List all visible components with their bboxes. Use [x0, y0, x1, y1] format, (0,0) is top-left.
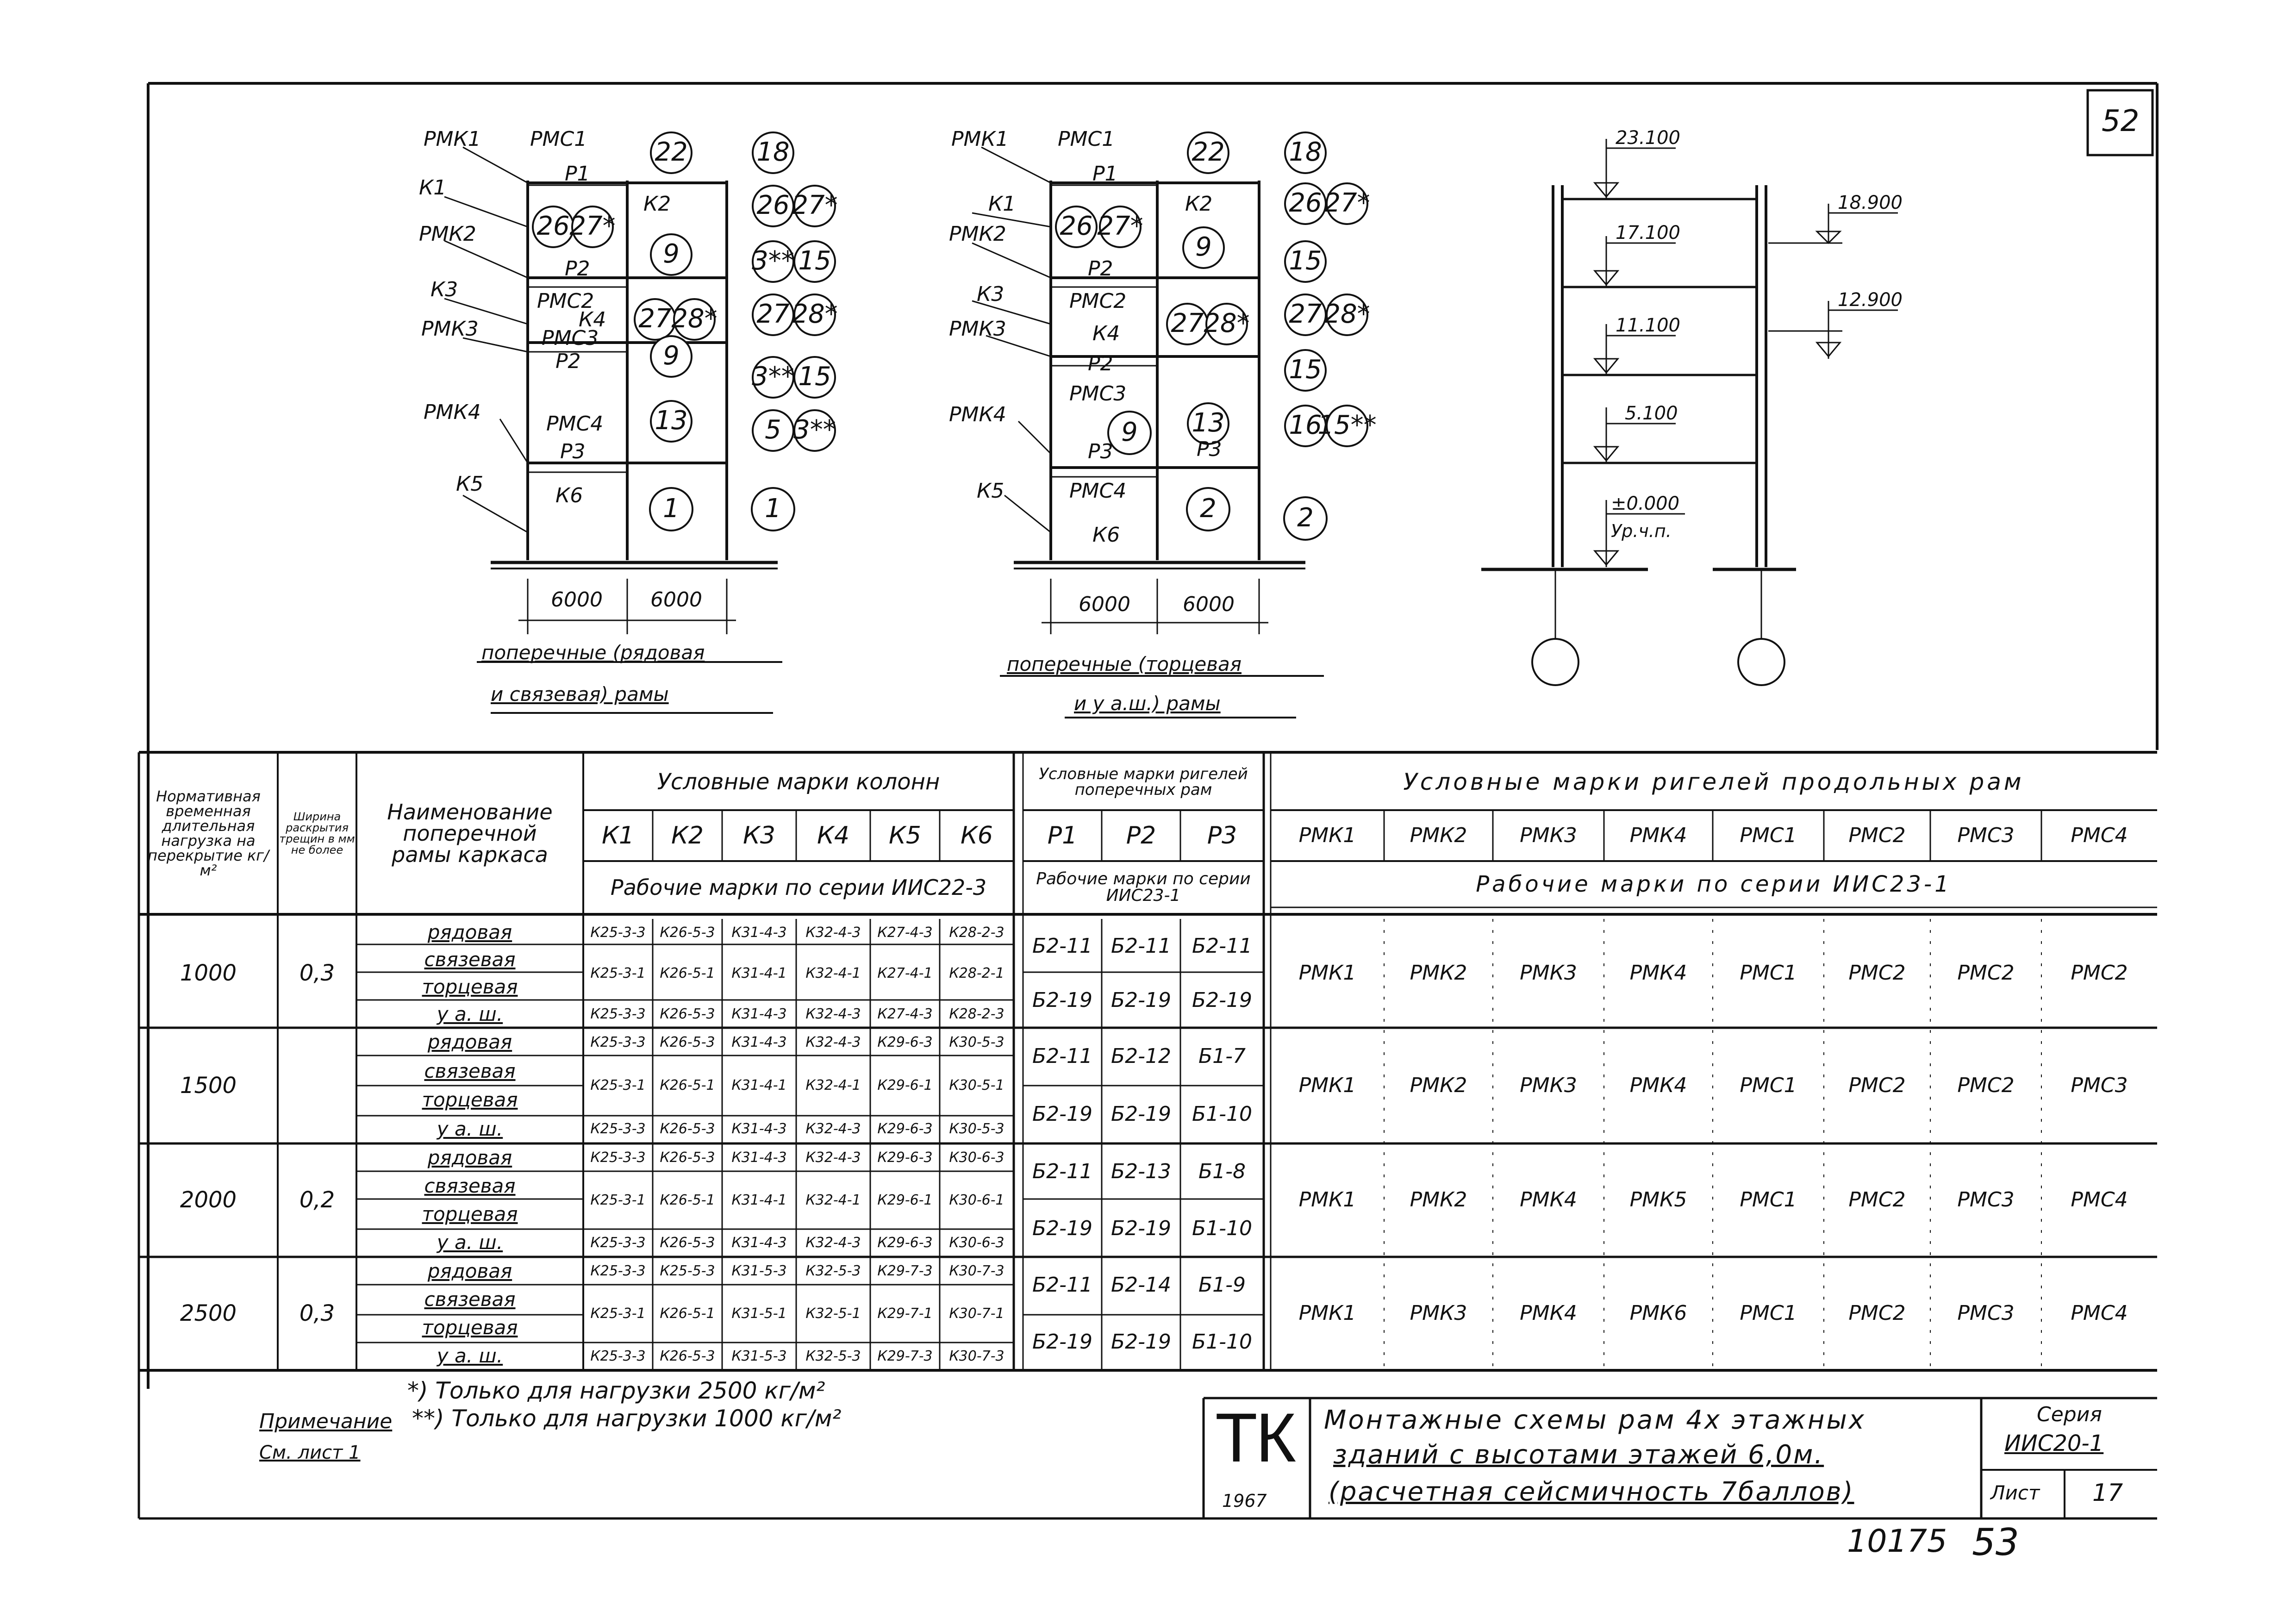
long-mark-rms2: РМС2 — [1848, 823, 1906, 847]
level-5100: 5.100 — [1625, 403, 1678, 424]
header-load: Нормативная временная длительная нагрузка на перекрытие кг/м² — [148, 787, 269, 879]
svg-text:К4: К4 — [579, 308, 606, 331]
column-mark-cell: К25-3-1 — [590, 1305, 646, 1322]
svg-text:15: 15 — [798, 362, 831, 392]
long-mark-rms1: РМС1 — [1740, 823, 1797, 847]
load-value: 1500 — [180, 1072, 237, 1099]
svg-text:27*: 27* — [1324, 188, 1370, 219]
frame-name: связевая — [424, 1287, 516, 1311]
rig-mark-cell: Б2-13 — [1111, 1160, 1172, 1184]
long-rig-cell: РМС3 — [2071, 1073, 2128, 1097]
long-rig-cell: РМК1 — [1298, 1188, 1356, 1212]
long-rig-cell: РМС2 — [1957, 961, 2015, 985]
svg-text:Р3: Р3 — [560, 440, 586, 463]
column-mark-cell: К32-5-3 — [805, 1348, 861, 1364]
column-mark-cell: К29-6-1 — [877, 1077, 933, 1094]
long-rig-cell: РМС2 — [1848, 961, 1906, 985]
column-mark-cell: К31-4-3 — [731, 1149, 787, 1166]
svg-text:РМС1: РМС1 — [530, 127, 587, 151]
long-rig-cell: РМС1 — [1740, 1301, 1797, 1325]
svg-text:3**: 3** — [752, 246, 794, 276]
svg-text:27*: 27* — [569, 211, 616, 242]
column-mark-cell: К28-2-1 — [949, 965, 1004, 981]
svg-text:27: 27 — [638, 304, 672, 334]
long-rig-cell: РМС3 — [1957, 1301, 2015, 1325]
long-rig-cell: РМС4 — [2071, 1301, 2128, 1325]
column-mark-cell: К30-5-3 — [949, 1121, 1004, 1137]
column-mark-cell: К26-5-3 — [660, 1149, 715, 1166]
svg-text:27: 27 — [1289, 299, 1322, 330]
svg-text:27*: 27* — [792, 190, 838, 221]
svg-text:22: 22 — [655, 137, 688, 168]
note-see-sheet: См. лист 1 — [259, 1442, 361, 1463]
level-ground: Ур.ч.п. — [1611, 521, 1672, 541]
long-rig-cell: РМК4 — [1629, 1073, 1687, 1097]
column-mark-cell: К30-6-3 — [949, 1149, 1004, 1166]
rig-mark-cell: Б2-11 — [1111, 934, 1172, 958]
svg-text:Р2: Р2 — [555, 350, 581, 373]
long-rig-cell: РМК2 — [1410, 1073, 1467, 1097]
left-diagram-caption-1: поперечные (рядовая — [481, 641, 705, 664]
crack-value: 0,3 — [299, 960, 335, 987]
svg-text:26: 26 — [1060, 211, 1093, 242]
archive-code: 10175 — [1847, 1523, 1947, 1560]
svg-text:РМК3: РМК3 — [421, 317, 479, 341]
header-long-rig: Условные марки ригелей продольных рам — [1403, 768, 2024, 795]
frame-name: у а. ш. — [437, 1117, 503, 1140]
svg-text:К4: К4 — [1092, 322, 1120, 345]
level-11100: 11.100 — [1616, 315, 1680, 336]
rig-mark-cell: Б1-7 — [1198, 1044, 1246, 1068]
svg-text:13: 13 — [1192, 408, 1225, 438]
column-mark-cell: К31-4-3 — [731, 1034, 787, 1050]
svg-text:К3: К3 — [430, 278, 458, 301]
column-mark-cell: К32-4-3 — [805, 1149, 861, 1166]
svg-text:5: 5 — [765, 415, 781, 445]
stamp-year: 1967 — [1222, 1491, 1267, 1511]
svg-text:9: 9 — [663, 239, 680, 269]
rig-mark-cell: Б2-19 — [1111, 988, 1172, 1012]
rig-mark-cell: Б2-12 — [1111, 1044, 1172, 1068]
svg-text:РМК2: РМК2 — [419, 222, 476, 246]
long-rig-cell: РМК4 — [1520, 1188, 1577, 1212]
rig-mark-cell: Б2-11 — [1032, 934, 1093, 958]
svg-text:9: 9 — [663, 341, 680, 371]
svg-text:28*: 28* — [792, 299, 838, 330]
svg-text:К5: К5 — [977, 479, 1004, 503]
frame-name: торцевая — [422, 1088, 518, 1112]
column-mark-cell: К31-4-1 — [731, 1077, 787, 1094]
rig-mark-cell: Б2-19 — [1111, 1330, 1172, 1354]
column-mark-cell: К26-5-3 — [660, 924, 715, 941]
column-mark-cell: К25-3-3 — [590, 924, 646, 941]
svg-text:1: 1 — [765, 493, 781, 524]
svg-text:15: 15 — [1289, 246, 1322, 276]
frame-name: рядовая — [427, 1146, 512, 1169]
frame-name: у а. ш. — [437, 1344, 503, 1368]
column-mark-cell: К25-3-3 — [590, 1034, 646, 1050]
header-columns: Условные марки колонн — [657, 768, 940, 795]
svg-text:К2: К2 — [1185, 192, 1213, 216]
column-mark-cell: К30-7-3 — [949, 1348, 1004, 1364]
title-line-3: (расчетная сейсмичность 7баллов) — [1329, 1477, 1854, 1507]
long-mark-rmk3: РМК3 — [1520, 823, 1577, 847]
svg-text:18: 18 — [756, 137, 790, 168]
long-rig-cell: РМК2 — [1410, 961, 1467, 985]
column-mark-cell: К29-7-3 — [877, 1348, 933, 1364]
svg-text:28*: 28* — [671, 304, 718, 334]
load-value: 2500 — [180, 1300, 237, 1327]
long-rig-cell: РМК3 — [1520, 961, 1577, 985]
rig-mark-cell: Б2-11 — [1032, 1273, 1093, 1297]
svg-text:РМС2: РМС2 — [1069, 289, 1127, 313]
column-mark-cell: К31-4-3 — [731, 1234, 787, 1251]
frame-name: связевая — [424, 948, 516, 971]
svg-text:Р1: Р1 — [565, 162, 590, 186]
rig-mark-cell: Б1-10 — [1192, 1330, 1253, 1354]
header-transverse-rig-sub: Рабочие марки по серии ИИС23-1 — [1036, 869, 1251, 905]
long-mark-rmk4: РМК4 — [1629, 823, 1687, 847]
column-mark-cell: К30-7-3 — [949, 1262, 1004, 1279]
rig-mark-cell: Б2-11 — [1032, 1044, 1093, 1068]
header-crack: Ширина раскрытия трещин в мм не более — [279, 810, 355, 856]
svg-text:6000: 6000 — [551, 588, 603, 612]
svg-text:28*: 28* — [1324, 299, 1370, 330]
archive-page: 53 — [1972, 1521, 2019, 1564]
middle-diagram-caption-1: поперечные (торцевая — [1007, 653, 1242, 675]
header-frame-name: Наименование поперечной рамы каркаса — [387, 800, 553, 867]
svg-text:27: 27 — [1171, 308, 1204, 339]
crack-value: 0,2 — [299, 1187, 335, 1213]
long-rig-cell: РМК3 — [1410, 1301, 1467, 1325]
svg-text:15: 15 — [1289, 355, 1322, 385]
col-mark-k3: К3 — [742, 821, 775, 849]
column-mark-cell: К25-3-3 — [590, 1234, 646, 1251]
rig-mark-cell: Б2-19 — [1032, 988, 1093, 1012]
long-rig-cell: РМК3 — [1520, 1073, 1577, 1097]
svg-text:22: 22 — [1192, 137, 1225, 168]
column-mark-cell: К29-6-3 — [877, 1234, 933, 1251]
column-mark-cell: К32-4-3 — [805, 1006, 861, 1022]
rig-mark-cell: Б2-11 — [1032, 1160, 1093, 1184]
load-value: 1000 — [180, 960, 237, 987]
long-rig-cell: РМС3 — [1957, 1188, 2015, 1212]
long-rig-cell: РМК1 — [1298, 961, 1356, 985]
column-mark-cell: К32-4-3 — [805, 1034, 861, 1050]
svg-text:13: 13 — [655, 406, 688, 436]
svg-text:9: 9 — [1195, 232, 1212, 262]
col-mark-k1: К1 — [601, 821, 634, 849]
long-rig-cell: РМК5 — [1629, 1188, 1687, 1212]
svg-text:3**: 3** — [752, 362, 794, 392]
long-mark-rmk2: РМК2 — [1410, 823, 1467, 847]
note-2: **) Только для нагрузки 1000 кг/м² — [412, 1405, 842, 1432]
header-transverse-rig: Условные марки ригелей поперечных рам — [1039, 765, 1248, 799]
load-value: 2000 — [180, 1187, 237, 1213]
series-value: ИИС20-1 — [2004, 1430, 2104, 1456]
column-mark-cell: К30-5-1 — [949, 1077, 1004, 1094]
rig-mark-cell: Б2-19 — [1192, 988, 1253, 1012]
svg-text:РМС4: РМС4 — [1069, 479, 1127, 503]
col-mark-k5: К5 — [888, 821, 921, 849]
svg-text:26: 26 — [756, 190, 790, 221]
column-mark-cell: К32-4-1 — [805, 1192, 861, 1208]
svg-text:2: 2 — [1297, 503, 1314, 533]
column-mark-cell: К32-4-3 — [805, 1121, 861, 1137]
long-rig-cell: РМК4 — [1629, 961, 1687, 985]
svg-text:К6: К6 — [1092, 523, 1120, 547]
column-mark-cell: К30-6-3 — [949, 1234, 1004, 1251]
column-mark-cell: К29-6-3 — [877, 1149, 933, 1166]
long-rig-cell: РМС2 — [1848, 1301, 1906, 1325]
rig-mark-p1: Р1 — [1047, 821, 1078, 849]
svg-text:РМК2: РМК2 — [949, 222, 1006, 246]
column-mark-cell: К25-5-3 — [660, 1262, 715, 1279]
rig-mark-cell: Б1-9 — [1198, 1273, 1246, 1297]
column-mark-cell: К30-6-1 — [949, 1192, 1004, 1208]
column-mark-cell: К25-3-1 — [590, 1192, 646, 1208]
column-mark-cell: К26-5-1 — [660, 1192, 715, 1208]
level-18900: 18.900 — [1838, 192, 1903, 213]
tk-logo: ТК — [1215, 1399, 1295, 1476]
column-mark-cell: К31-5-3 — [731, 1348, 787, 1364]
svg-text:РМК4: РМК4 — [424, 400, 481, 424]
sheet-number: 17 — [2092, 1479, 2123, 1507]
long-rig-cell: РМК1 — [1298, 1073, 1356, 1097]
column-mark-cell: К32-4-3 — [805, 1234, 861, 1251]
svg-text:9: 9 — [1121, 417, 1138, 448]
column-mark-cell: К31-5-3 — [731, 1262, 787, 1279]
column-mark-cell: К27-4-3 — [877, 1006, 933, 1022]
rig-mark-cell: Б1-10 — [1192, 1102, 1253, 1126]
svg-text:18: 18 — [1289, 137, 1322, 168]
svg-text:РМС1: РМС1 — [1058, 127, 1115, 151]
svg-text:К3: К3 — [977, 282, 1004, 306]
column-mark-cell: К26-5-3 — [660, 1348, 715, 1364]
note-label: Примечание — [259, 1410, 393, 1433]
column-mark-cell: К30-5-3 — [949, 1034, 1004, 1050]
svg-text:6000: 6000 — [1079, 593, 1130, 616]
frame-name: рядовая — [427, 1031, 512, 1054]
column-mark-cell: К29-6-3 — [877, 1034, 933, 1050]
svg-text:РМК1: РМК1 — [424, 127, 481, 151]
column-mark-cell: К31-4-1 — [731, 965, 787, 981]
svg-text:6000: 6000 — [1183, 593, 1235, 616]
rig-mark-cell: Б2-19 — [1032, 1102, 1093, 1126]
column-mark-cell: К26-5-3 — [660, 1121, 715, 1137]
long-rig-cell: РМК1 — [1298, 1301, 1356, 1325]
column-mark-cell: К26-5-1 — [660, 1077, 715, 1094]
svg-text:Р2: Р2 — [565, 257, 590, 281]
long-rig-cell: РМК2 — [1410, 1188, 1467, 1212]
svg-text:2: 2 — [1200, 493, 1217, 524]
long-rig-cell: РМС1 — [1740, 1073, 1797, 1097]
svg-text:15: 15 — [798, 246, 831, 276]
header-columns-sub: Рабочие марки по серии ИИС22-3 — [610, 874, 987, 900]
header-long-rig-sub: Рабочие марки по серии ИИС23-1 — [1476, 871, 1952, 897]
column-mark-cell: К26-5-3 — [660, 1234, 715, 1251]
svg-text:16: 16 — [1289, 410, 1322, 441]
svg-text:Р2: Р2 — [1088, 352, 1113, 375]
svg-text:Р3: Р3 — [1197, 437, 1222, 461]
svg-text:К2: К2 — [643, 192, 671, 216]
svg-text:К1: К1 — [419, 176, 447, 200]
svg-text:РМК3: РМК3 — [949, 317, 1006, 341]
svg-text:РМС3: РМС3 — [1069, 382, 1127, 406]
column-mark-cell: К25-3-3 — [590, 1149, 646, 1166]
rig-mark-cell: Б2-14 — [1111, 1273, 1172, 1297]
svg-text:РМС3: РМС3 — [542, 326, 599, 350]
svg-text:РМС4: РМС4 — [546, 412, 604, 436]
rig-mark-cell: Б2-19 — [1111, 1216, 1172, 1240]
series-label: Серия — [2037, 1403, 2102, 1426]
column-mark-cell: К31-5-1 — [731, 1305, 787, 1322]
column-mark-cell: К29-6-3 — [877, 1121, 933, 1137]
sheet-label: Лист — [1990, 1481, 2040, 1504]
long-rig-cell: РМС2 — [2071, 961, 2128, 985]
long-rig-cell: РМК6 — [1629, 1301, 1687, 1325]
column-mark-cell: К26-5-1 — [660, 1305, 715, 1322]
rig-mark-cell: Б2-19 — [1032, 1216, 1093, 1240]
svg-text:Р3: Р3 — [1088, 440, 1113, 463]
frame-name: у а. ш. — [437, 1231, 503, 1254]
svg-text:15**: 15** — [1317, 410, 1377, 441]
frame-name: торцевая — [422, 975, 518, 998]
svg-text:3**: 3** — [793, 415, 836, 445]
column-mark-cell: К31-4-3 — [731, 924, 787, 941]
rig-mark-cell: Б2-19 — [1032, 1330, 1093, 1354]
frame-name: торцевая — [422, 1203, 518, 1226]
rig-mark-cell: Б2-11 — [1192, 934, 1253, 958]
frame-name: торцевая — [422, 1316, 518, 1339]
column-mark-cell: К27-4-1 — [877, 965, 933, 981]
column-mark-cell: К31-4-3 — [731, 1121, 787, 1137]
svg-text:РМС2: РМС2 — [537, 289, 594, 313]
column-mark-cell: К32-4-3 — [805, 924, 861, 941]
column-mark-cell: К25-3-3 — [590, 1121, 646, 1137]
svg-text:28*: 28* — [1204, 308, 1250, 339]
note-1: *) Только для нагрузки 2500 кг/м² — [407, 1377, 825, 1404]
rig-mark-p3: Р3 — [1207, 821, 1237, 849]
frame-name: рядовая — [427, 921, 512, 944]
column-mark-cell: К26-5-3 — [660, 1034, 715, 1050]
rig-mark-p2: Р2 — [1126, 821, 1156, 849]
column-mark-cell: К25-3-1 — [590, 1077, 646, 1094]
col-mark-k6: К6 — [960, 821, 993, 849]
frame-name: у а. ш. — [437, 1002, 503, 1025]
level-12900: 12.900 — [1838, 289, 1903, 311]
rig-mark-cell: Б1-10 — [1192, 1216, 1253, 1240]
long-mark-rms3: РМС3 — [1957, 823, 2015, 847]
rig-mark-cell: Б1-8 — [1198, 1160, 1246, 1184]
column-mark-cell: К25-3-3 — [590, 1262, 646, 1279]
column-mark-cell: К30-7-1 — [949, 1305, 1004, 1322]
column-mark-cell: К32-4-1 — [805, 1077, 861, 1094]
column-mark-cell: К29-7-3 — [877, 1262, 933, 1279]
frame-name: связевая — [424, 1174, 516, 1197]
svg-text:РМК4: РМК4 — [949, 403, 1006, 426]
column-mark-cell: К32-5-3 — [805, 1262, 861, 1279]
left-diagram-caption-2: и связевая) рамы — [491, 683, 669, 706]
column-mark-cell: К31-4-3 — [731, 1006, 787, 1022]
svg-text:К1: К1 — [988, 192, 1016, 216]
frame-name: рядовая — [427, 1259, 512, 1282]
column-mark-cell: К25-3-3 — [590, 1006, 646, 1022]
crack-value: 0,3 — [299, 1300, 335, 1327]
long-mark-rms4: РМС4 — [2071, 823, 2128, 847]
column-mark-cell: К25-3-3 — [590, 1348, 646, 1364]
long-rig-cell: РМС4 — [2071, 1188, 2128, 1212]
column-mark-cell: К29-6-1 — [877, 1192, 933, 1208]
level-0000: ±0.000 — [1611, 493, 1680, 514]
long-mark-rmk1: РМК1 — [1298, 823, 1356, 847]
long-rig-cell: РМС1 — [1740, 961, 1797, 985]
svg-text:27: 27 — [756, 299, 790, 330]
column-mark-cell: К32-5-1 — [805, 1305, 861, 1322]
svg-text:Р2: Р2 — [1088, 257, 1113, 281]
col-mark-k4: К4 — [817, 821, 849, 849]
sheet-corner-number: 52 — [2102, 104, 2140, 138]
title-line-2: зданий с высотами этажей 6,0м. — [1333, 1440, 1824, 1470]
long-rig-cell: РМС2 — [1957, 1073, 2015, 1097]
svg-text:Р1: Р1 — [1092, 162, 1118, 186]
rig-mark-cell: Б2-19 — [1111, 1102, 1172, 1126]
column-mark-cell: К25-3-1 — [590, 965, 646, 981]
long-rig-cell: РМК4 — [1520, 1301, 1577, 1325]
column-mark-cell: К29-7-1 — [877, 1305, 933, 1322]
frame-name: связевая — [424, 1059, 516, 1082]
title-line-1: Монтажные схемы рам 4х этажных — [1324, 1405, 1866, 1435]
elevation-diagram — [1481, 139, 1898, 685]
middle-diagram-caption-2: и у а.ш.) рамы — [1074, 692, 1221, 715]
middle-frame-labels — [949, 127, 1235, 616]
svg-text:27*: 27* — [1097, 211, 1143, 242]
svg-text:6000: 6000 — [650, 588, 702, 612]
long-rig-cell: РМС2 — [1848, 1073, 1906, 1097]
svg-text:1: 1 — [663, 493, 680, 524]
column-mark-cell: К32-4-1 — [805, 965, 861, 981]
svg-text:26: 26 — [1289, 188, 1322, 219]
level-23100: 23.100 — [1616, 127, 1680, 149]
column-mark-cell: К27-4-3 — [877, 924, 933, 941]
column-mark-cell: К28-2-3 — [949, 1006, 1004, 1022]
column-mark-cell: К28-2-3 — [949, 924, 1004, 941]
column-mark-cell: К26-5-3 — [660, 1006, 715, 1022]
column-mark-cell: К26-5-1 — [660, 965, 715, 981]
level-17100: 17.100 — [1616, 222, 1680, 244]
svg-text:К6: К6 — [555, 484, 583, 507]
svg-text:26: 26 — [537, 211, 570, 242]
column-mark-cell: К31-4-1 — [731, 1192, 787, 1208]
long-rig-cell: РМС1 — [1740, 1188, 1797, 1212]
long-rig-cell: РМС2 — [1848, 1188, 1906, 1212]
col-mark-k2: К2 — [671, 821, 704, 849]
svg-text:РМК1: РМК1 — [951, 127, 1009, 151]
svg-text:К5: К5 — [456, 472, 484, 496]
